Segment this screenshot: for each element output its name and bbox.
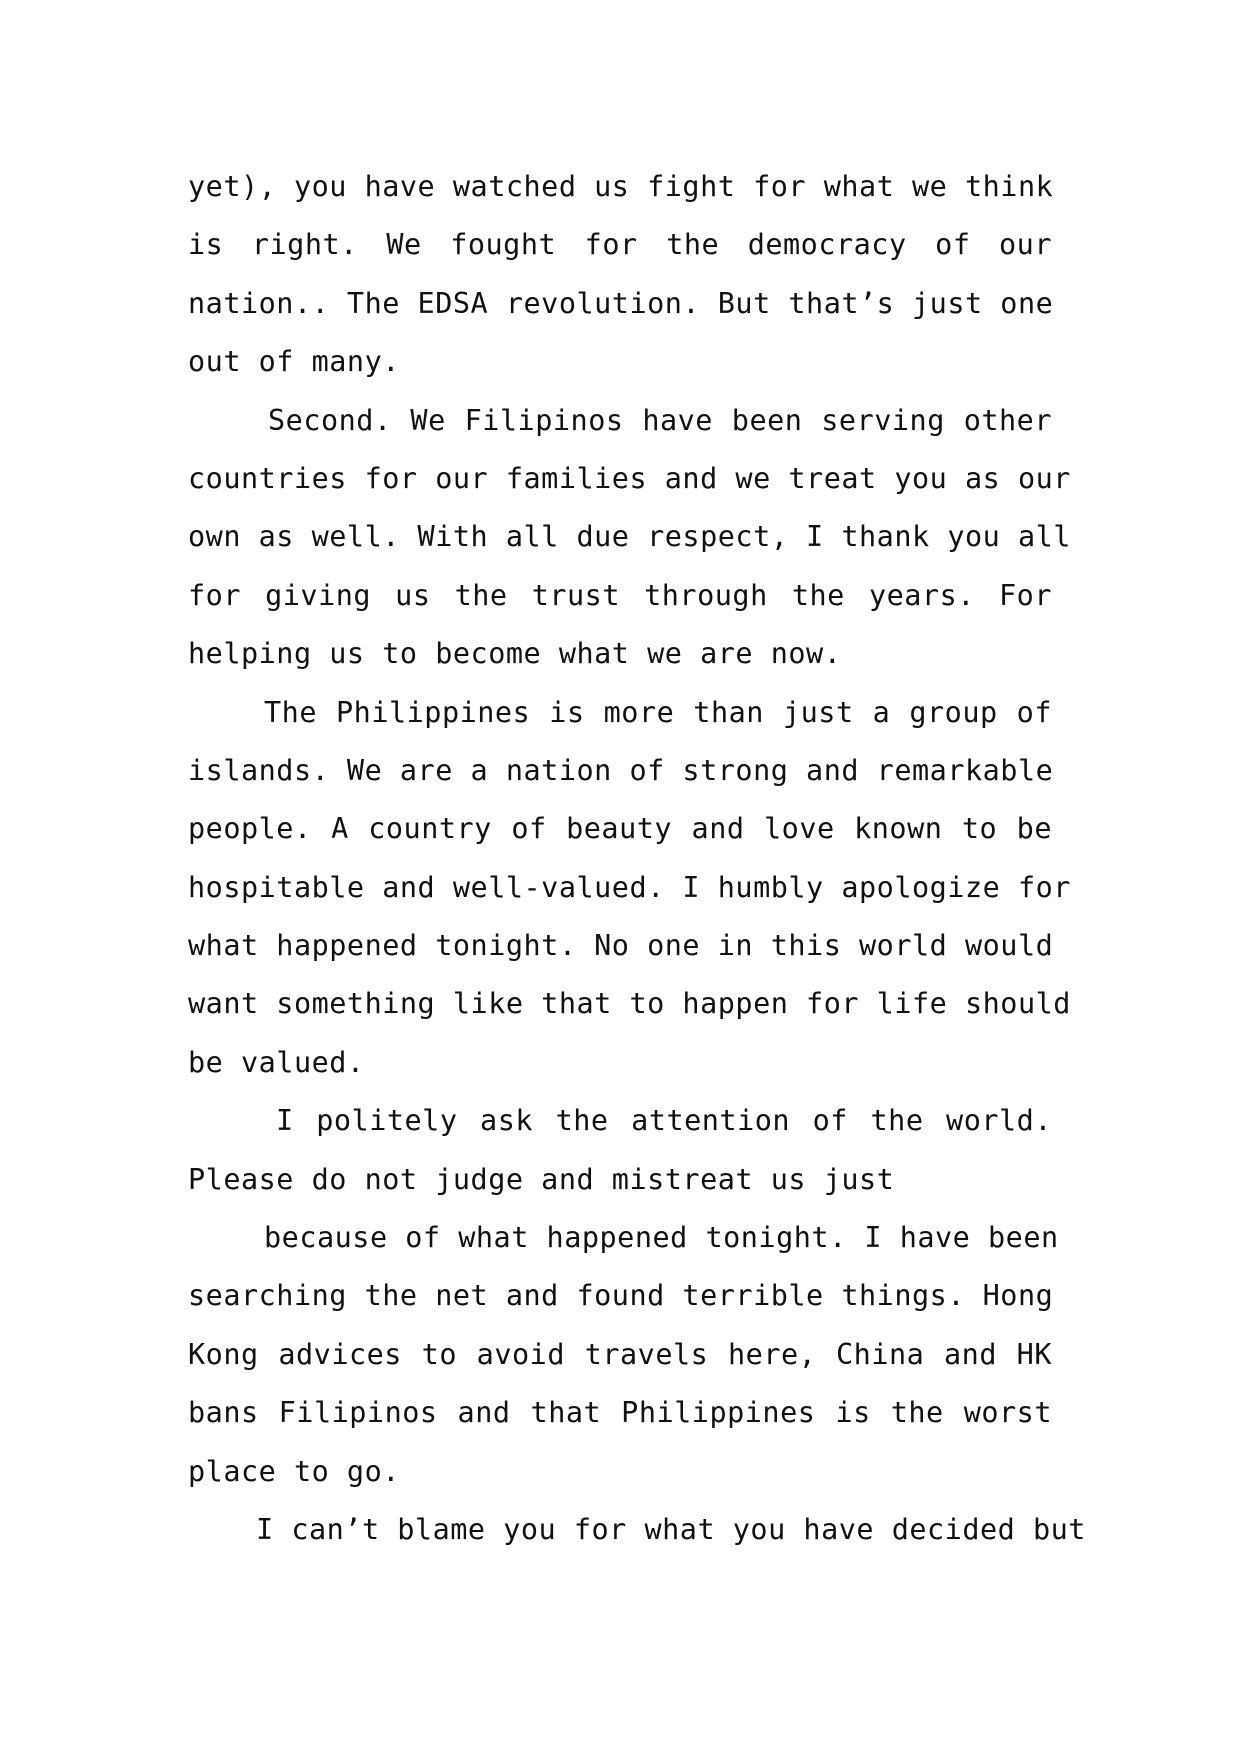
text-line: Please do not judge and mistreat us just xyxy=(188,1162,895,1196)
text-line: nation.. The EDSA revolution. But that’s just one xyxy=(188,286,1054,320)
text-line: countries for our families and we treat you as our xyxy=(188,461,1071,495)
text-line: islands. We are a nation of strong and remarkable xyxy=(188,753,1054,787)
text-line: place to go. xyxy=(188,1454,400,1488)
text-line: out of many. xyxy=(188,345,400,379)
text-line: be valued. xyxy=(188,1045,365,1079)
text-line: what happened tonight. No one in this world would xyxy=(188,929,1054,963)
body-text xyxy=(188,158,1086,1559)
text-line: helping us to become what we are now. xyxy=(188,637,842,671)
text-line: Kong advices to avoid travels here, China and HK xyxy=(188,1337,1052,1371)
text-line: yet), you have watched us fight for what we think xyxy=(188,170,1054,203)
text-line: hospitable and well-valued. I humbly apologize for xyxy=(188,870,1071,904)
text-line: I politely ask the attention of the world. xyxy=(276,1104,1052,1138)
text-line: searching the net and found terrible things. Hong xyxy=(188,1279,1054,1313)
text-line: people. A country of beauty and love known to be xyxy=(188,812,1052,846)
text-line: want something like that to happen for life should xyxy=(188,987,1071,1021)
text-line: own as well. With all due respect, I thank you all xyxy=(188,520,1071,554)
text-line: Second. We Filipinos have been serving other xyxy=(268,403,1052,437)
text-line: The Philippines is more than just a group of xyxy=(264,695,1052,729)
text-line: is right. We fought for the democracy of our xyxy=(188,228,1052,262)
text-line: I can’t blame you for what you have decided but xyxy=(256,1512,1086,1546)
text-line: bans Filipinos and that Philippines is the worst xyxy=(188,1396,1052,1430)
text-line: because of what happened tonight. I have been xyxy=(264,1221,1059,1255)
text-line: for giving us the trust through the years. For xyxy=(188,578,1052,612)
